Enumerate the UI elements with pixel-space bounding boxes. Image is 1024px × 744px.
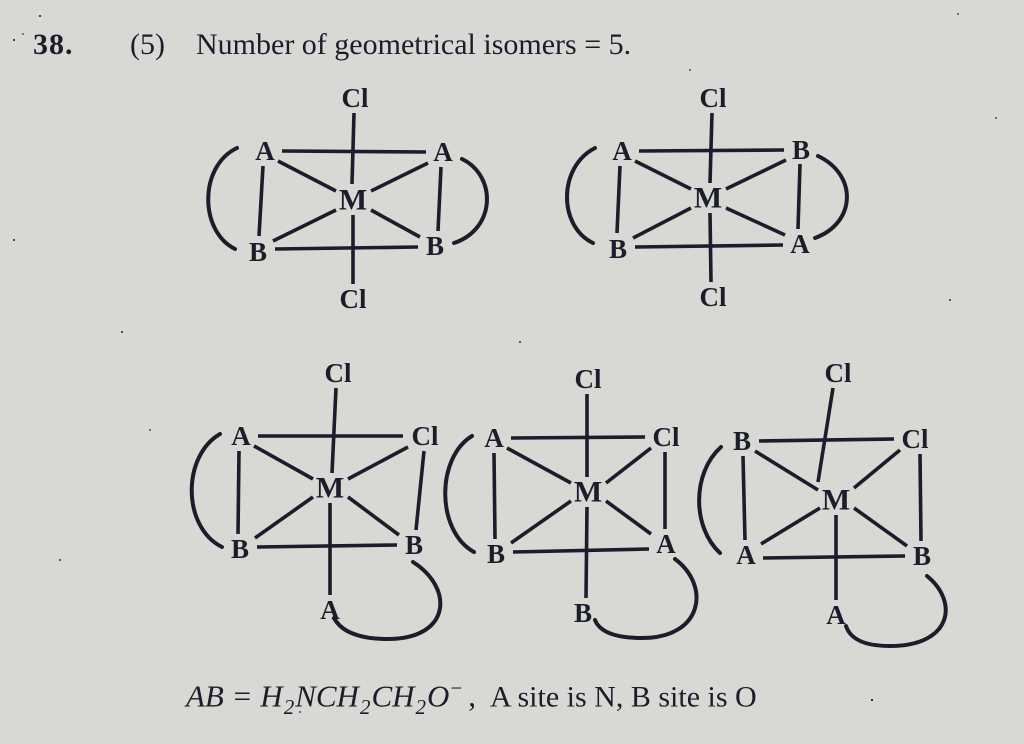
metal-label: M <box>821 483 851 517</box>
chelate-arc-right <box>815 156 847 238</box>
ligand-label-bottom-right: A <box>790 229 810 259</box>
formula-nch: NCH <box>295 678 359 714</box>
ligand-label-bottom-left: B <box>248 237 268 267</box>
formula-subscript: 2 <box>359 694 371 719</box>
ligand-label-bottom-left: A <box>736 540 756 570</box>
ligand-label-top-right: Cl <box>411 421 439 451</box>
ligand-label-bottom: Cl <box>699 282 727 312</box>
ligand-label-top: Cl <box>574 364 602 394</box>
ligand-label-bottom-right: A <box>656 529 676 559</box>
ligand-label-top-left: A <box>612 136 632 166</box>
ligand-label-bottom: A <box>320 595 340 625</box>
chelate-arcs <box>192 434 441 639</box>
ligand-label-top-right: Cl <box>652 422 680 452</box>
chelate-arc-left <box>208 148 237 249</box>
ligand-label-bottom-right: B <box>912 541 932 571</box>
ligand-label-bottom-right: B <box>404 530 424 560</box>
isomer-structure-3 <box>178 355 463 655</box>
ligand-label-bottom-left: B <box>230 534 250 564</box>
formula-ab-equals-h: AB = H <box>186 678 283 714</box>
ligand-label-bottom-right: B <box>425 231 445 261</box>
ligand-label-bottom-left: B <box>608 234 628 264</box>
ligand-label-bottom: Cl <box>339 284 367 314</box>
ligand-label-bottom: B <box>573 598 593 628</box>
isomer-structure-2 <box>545 82 875 317</box>
ligand-label-top-right: A <box>433 137 453 167</box>
site-assignment-note: A site is N, B site is O <box>490 680 757 714</box>
ligand-label-top-left: B <box>732 426 752 456</box>
formula-comma: , <box>468 678 476 714</box>
metal-label: M <box>315 471 345 505</box>
chelate-arc-left <box>192 434 222 547</box>
isomer-structure-4 <box>445 355 730 655</box>
chelate-arc-left <box>699 447 721 553</box>
problem-number: 38. <box>33 28 74 61</box>
ligand-label-top-left: A <box>255 136 275 166</box>
metal-label: M <box>693 181 723 215</box>
formula-subscript: 2 <box>283 694 295 719</box>
answer-option: (5) <box>130 28 165 61</box>
metal-label: M <box>573 475 603 509</box>
chelate-arc-bottom <box>334 562 440 639</box>
ligand-label-top-left: A <box>484 423 504 453</box>
isomer-structure-5 <box>690 355 1000 655</box>
ligand-label-top-right: Cl <box>901 424 929 454</box>
ligand-label-top: Cl <box>699 83 727 113</box>
ligand-formula-line <box>186 676 757 720</box>
chelate-arc-bottom <box>595 559 697 638</box>
formula-subscript: 2 <box>415 694 427 719</box>
chelate-arc-right <box>454 159 487 243</box>
formula-superscript-minus: − <box>450 676 463 700</box>
chelate-arc-left <box>445 436 474 552</box>
ligand-label-bottom-left: B <box>486 539 506 569</box>
chelate-arc-bottom <box>846 576 946 646</box>
metal-label: M <box>338 183 368 217</box>
formula-ch: CH <box>371 678 415 714</box>
isomer-structure-1 <box>175 82 510 317</box>
ligand-label-top-right: B <box>791 135 811 165</box>
chelate-arc-left <box>567 148 595 243</box>
formula-o: O <box>427 678 450 714</box>
ligand-label-top: Cl <box>341 83 369 113</box>
answer-statement: Number of geometrical isomers = 5. <box>196 28 632 61</box>
ligand-label-top: Cl <box>324 358 352 388</box>
ligand-label-top: Cl <box>824 358 852 388</box>
ligand-label-bottom: A <box>826 600 846 630</box>
problem-header <box>0 28 1024 68</box>
ligand-label-top-left: A <box>231 421 251 451</box>
